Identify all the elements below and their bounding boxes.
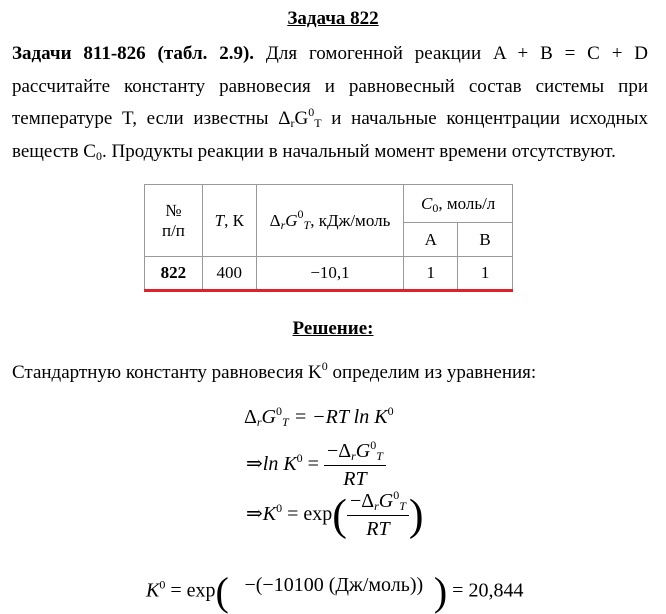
header-num-line2: п/п [161, 220, 185, 240]
problem-text-2: и начальные концентрации исходных веществ C [12, 108, 648, 162]
k0-symbol-2: K [146, 579, 160, 602]
solution-title: Решение: [292, 318, 374, 339]
exp-1: exp [303, 503, 333, 526]
frac2-num: −Δ [349, 490, 375, 512]
sub-t: T [314, 116, 322, 130]
header-dg: $\Delta_rG^0_T$, кДж/моль [256, 185, 404, 257]
header-t-unit: , К [224, 210, 244, 230]
frac1-num: −Δ [326, 440, 352, 462]
ln-k: ln K [262, 453, 297, 476]
sup-0: 0 [308, 105, 315, 119]
bottom-numerator: −(−10100 (Дж/моль)) [244, 573, 424, 596]
eq1-rest: = −RT ln K [293, 406, 388, 428]
exp-2: exp [186, 579, 216, 602]
sub-r: r [290, 116, 295, 130]
cell-t: 400 [202, 257, 256, 291]
frac2-den: RT [366, 518, 390, 540]
fraction-2: $\frac{-\Delta_rG^0_T}{RT}$ [347, 490, 409, 541]
header-c0: $C_0$, моль/л [404, 185, 513, 223]
intro-main: Стандартную константу равновесия K [12, 362, 322, 383]
fraction-1: $\frac{-\Delta_rG^0_T}{RT}$ [324, 440, 386, 491]
g-symbol: G [294, 108, 309, 129]
arrow-2: ⇒ [246, 503, 263, 526]
bottom-result: = 20,844 [452, 579, 524, 602]
sub-c0: 0 [95, 148, 102, 163]
header-num-line1: № [165, 200, 182, 220]
frac1-den: RT [343, 468, 367, 490]
equation-2: ⇒ln $K^0$ = $\frac{-\Delta_rG^0_T}{RT}$ [246, 440, 386, 491]
cell-a: 1 [404, 257, 458, 291]
equation-1: $\Delta_rG^0_T = -RT$ $\ln K^0$ [244, 404, 394, 429]
cell-dg: −10,1 [256, 257, 404, 291]
intro-sup: 0 [321, 359, 328, 373]
cell-num: 822 [145, 257, 203, 291]
header-dg-unit: , кДж/моль [310, 210, 391, 230]
header-b: B [458, 223, 513, 257]
equation-4: $K^0 = \exp( -(-10100$ (Дж/моль)) ) = 20,844 [146, 569, 524, 614]
cell-b: 1 [458, 257, 513, 291]
header-a: A [404, 223, 458, 257]
problem-text-3: . Продукты реакции в начальный момент времени отсутствуют. [101, 140, 616, 162]
problem-lead: Задачи 811-826 (табл. 2.9). [12, 43, 255, 64]
eq1-delta: Δ [244, 406, 257, 428]
equation-3: $\Rightarrow K^0 = \exp$( $\frac{-\Delta_rG^0_T}{RT}$ ) [246, 488, 424, 540]
intro-tail: определим из уравнения: [327, 362, 537, 383]
header-t-symbol: T [214, 210, 225, 230]
header-c0-unit: , моль/л [438, 193, 496, 213]
k0-symbol: K [262, 503, 277, 526]
problem-text-1: Для гомогенной реакции A + B = C + D рассчитайте константу равновесия и равновесный состав системы при температуре T, если известны Δ [12, 43, 648, 129]
task-title: Задача 822 [287, 8, 379, 29]
arrow-1: ⇒ [246, 453, 263, 476]
